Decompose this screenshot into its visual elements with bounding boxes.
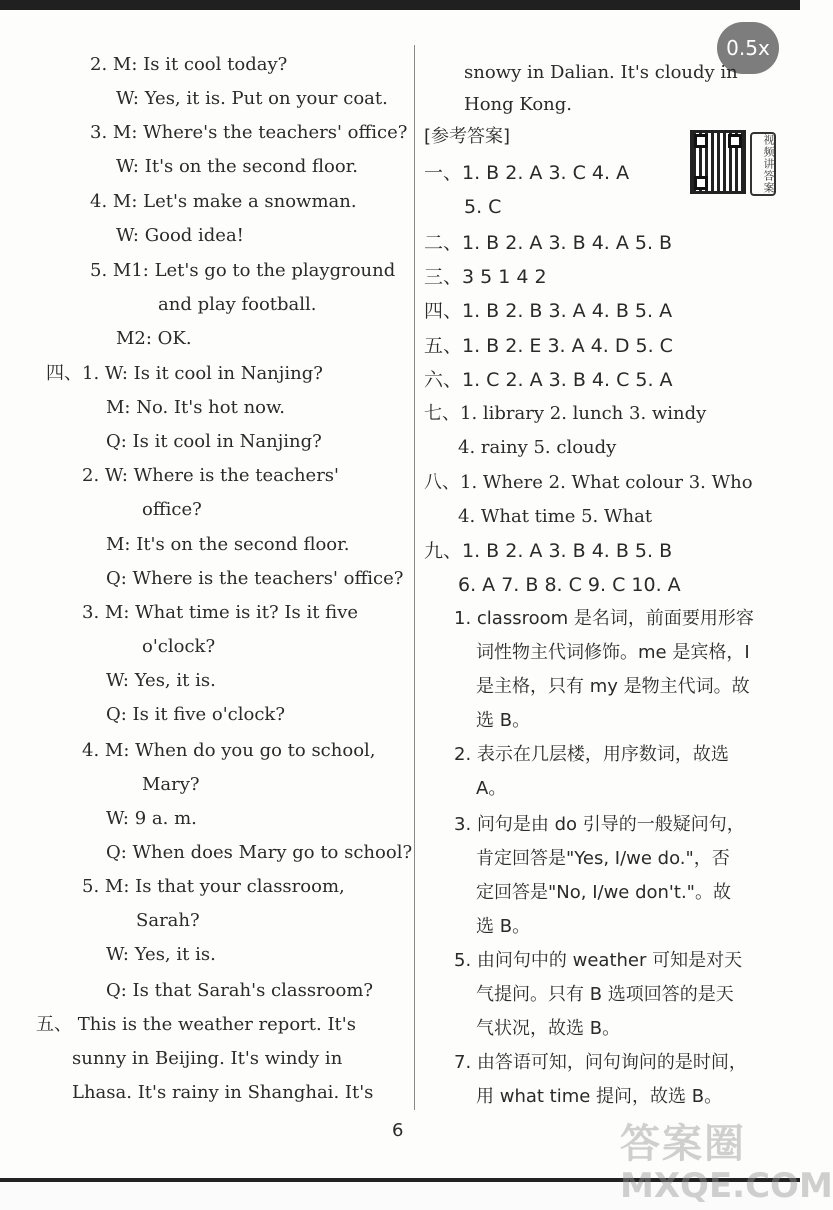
right-line-13: 八、1. Where 2. What colour 3. Who — [424, 472, 753, 493]
left-line-25: 5. M: Is that your classroom, — [82, 876, 345, 897]
left-line-12: Q: Is it cool in Nanjing? — [106, 431, 322, 452]
left-line-10: 四、1. W: Is it cool in Nanjing? — [46, 363, 323, 384]
right-line-6: 二、1. B 2. A 3. B 4. A 5. B — [424, 232, 673, 254]
left-line-1: 2. M: Is it cool today? — [90, 54, 288, 75]
left-line-11: M: No. It's hot now. — [106, 397, 285, 418]
right-line-8: 四、1. B 2. B 3. A 4. B 5. A — [424, 300, 673, 322]
right-line-5: 5. C — [464, 196, 502, 218]
qr-code-label: 视频讲答案 — [750, 132, 776, 196]
left-line-17: 3. M: What time is it? Is it five — [82, 602, 359, 623]
top-edge — [0, 0, 800, 10]
watermark-logo: 答案圈 — [620, 1121, 746, 1167]
watermark-url: MXQE.COM — [620, 1166, 833, 1206]
left-line-31: Lhasa. It's rainy in Shanghai. It's — [72, 1082, 374, 1103]
right-line-20: 选 B。 — [476, 710, 531, 731]
right-line-17: 1. classroom 是名词，前面要用形容 — [454, 608, 754, 629]
left-line-2: W: Yes, it is. Put on your coat. — [116, 88, 388, 109]
left-line-4: W: It's on the second floor. — [116, 156, 358, 177]
left-line-6: W: Good idea! — [116, 225, 244, 246]
right-line-14: 4. What time 5. What — [458, 506, 653, 527]
right-line-28: 气提问。只有 B 选项回答的是天 — [476, 984, 734, 1005]
right-line-12: 4. rainy 5. cloudy — [458, 437, 617, 458]
right-line-29: 气状况，故选 B。 — [476, 1018, 621, 1039]
qr-code-icon[interactable] — [690, 130, 746, 194]
left-line-7: 5. M1: Let's go to the playground — [90, 260, 396, 281]
left-line-18: o'clock? — [142, 636, 216, 657]
left-line-22: Mary? — [142, 774, 200, 795]
left-line-16: Q: Where is the teachers' office? — [106, 568, 404, 589]
left-line-9: M2: OK. — [116, 328, 192, 349]
right-line-18: 词性物主代词修饰。me 是宾格，I — [476, 642, 750, 663]
right-line-25: 定回答是"No, I/we don't."。故 — [476, 882, 731, 903]
column-divider — [414, 45, 415, 1110]
right-line-10: 六、1. C 2. A 3. B 4. C 5. A — [424, 369, 673, 391]
right-line-30: 7. 由答语可知，问句询问的是时间， — [454, 1052, 747, 1073]
left-line-14: office? — [142, 499, 202, 520]
right-line-7: 三、3 5 1 4 2 — [424, 266, 547, 288]
right-line-15: 九、1. B 2. A 3. B 4. B 5. B — [424, 540, 673, 562]
right-line-24: 肯定回答是"Yes, I/we do."，否 — [476, 848, 730, 869]
left-line-8: and play football. — [158, 294, 317, 315]
right-line-26: 选 B。 — [476, 916, 531, 937]
left-line-26: Sarah? — [136, 910, 200, 931]
left-line-19: W: Yes, it is. — [106, 670, 216, 691]
left-line-21: 4. M: When do you go to school, — [82, 740, 376, 761]
right-line-22: A。 — [476, 778, 507, 799]
answer-key-heading: [参考答案] — [424, 126, 511, 147]
right-line-21: 2. 表示在几层楼，用序数词，故选 — [454, 744, 729, 765]
left-line-5: 4. M: Let's make a snowman. — [90, 191, 357, 212]
right-line-23: 3. 问句是由 do 引导的一般疑问句， — [454, 814, 745, 835]
right-line-9: 五、1. B 2. E 3. A 4. D 5. C — [424, 335, 673, 357]
right-line-11: 七、1. library 2. lunch 3. windy — [424, 403, 707, 424]
zoom-badge[interactable]: 0.5x — [717, 22, 779, 74]
right-line-16: 6. A 7. B 8. C 9. C 10. A — [458, 574, 681, 596]
right-line-19: 是主格，只有 my 是物主代词。故 — [476, 676, 750, 697]
page-number: 6 — [392, 1120, 404, 1141]
right-line-31: 用 what time 提问，故选 B。 — [476, 1086, 723, 1107]
left-line-27: W: Yes, it is. — [106, 944, 216, 965]
left-line-28: Q: Is that Sarah's classroom? — [106, 980, 374, 1001]
right-line-1: snowy in Dalian. It's cloudy in — [464, 62, 738, 83]
left-line-24: Q: When does Mary go to school? — [106, 842, 413, 863]
left-line-15: M: It's on the second floor. — [106, 534, 350, 555]
left-line-13: 2. W: Where is the teachers' — [82, 465, 339, 486]
right-line-27: 5. 由问句中的 weather 可知是对天 — [454, 950, 743, 971]
left-line-20: Q: Is it five o'clock? — [106, 704, 285, 725]
left-line-30: sunny in Beijing. It's windy in — [72, 1048, 343, 1069]
left-line-3: 3. M: Where's the teachers' office? — [90, 122, 408, 143]
left-line-23: W: 9 a. m. — [106, 808, 197, 829]
left-line-29: 五、 This is the weather report. It's — [36, 1014, 356, 1035]
right-line-4: 一、1. B 2. A 3. C 4. A — [424, 162, 630, 184]
right-line-2: Hong Kong. — [464, 94, 573, 115]
